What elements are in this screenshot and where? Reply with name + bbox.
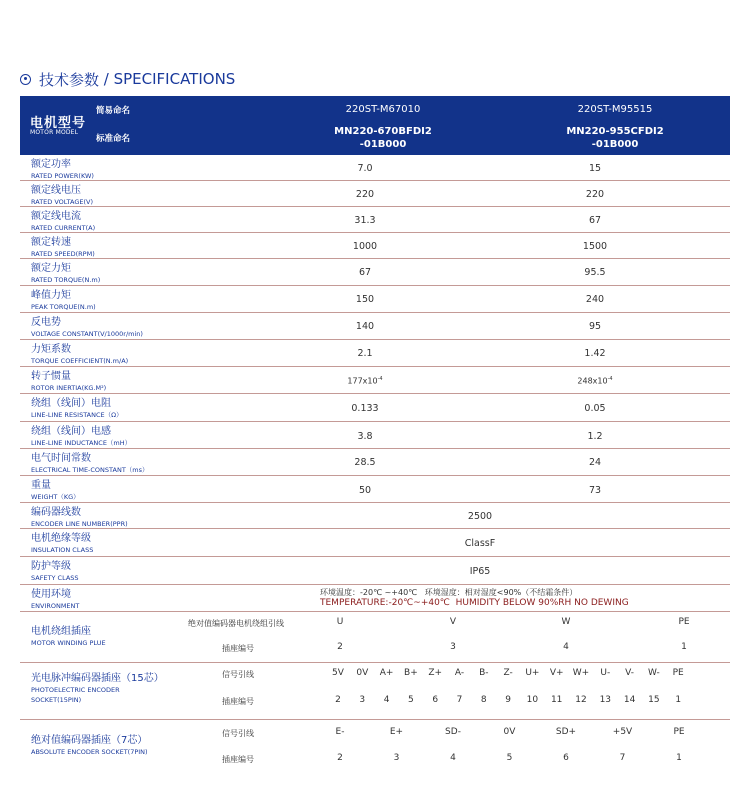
photo-pin: 13 — [599, 695, 612, 705]
row-value-shared: 2500 — [467, 511, 493, 522]
absolute-signal-label: 信号引线 — [222, 729, 254, 738]
row-value-1: 150 — [355, 294, 375, 305]
row-value-2 — [555, 376, 635, 386]
row-label-zh: 绕组（线间）电阻 — [31, 398, 111, 409]
absolute-signal: E+ — [389, 727, 404, 737]
row-label-zh: 绕组（线间）电感 — [31, 426, 111, 437]
row-value-1: 0.133 — [351, 403, 379, 414]
spec-row — [20, 181, 730, 207]
motor-model-zh: 电机型号 — [30, 116, 87, 131]
absolute-pin: 6 — [563, 753, 569, 763]
row-label-zh: 额定线电压 — [31, 185, 81, 196]
row-label-en-2: SOCKET(15PIN) — [31, 696, 82, 704]
model2-short: 220ST-M95515 — [577, 104, 653, 115]
row-label-en: LINE-LINE RESISTANCE（Ω） — [31, 411, 123, 419]
section-title — [20, 69, 235, 89]
row-label-zh: 重量 — [31, 480, 51, 491]
photo-signal: W- — [647, 668, 660, 678]
photo-pin: 5 — [408, 695, 414, 705]
row-value-1: 3.8 — [357, 431, 373, 442]
photo-signal: A+ — [379, 668, 394, 678]
photo-pin: 9 — [505, 695, 511, 705]
spec-row-shared — [20, 529, 730, 557]
row-label-en: RATED SPEED(RPM) — [31, 250, 95, 258]
model1-std-line1: MN220-670BFDI2 — [334, 126, 432, 137]
photo-pin: 1 — [675, 695, 682, 705]
photo-pin: 3 — [359, 695, 366, 705]
row-value-1: 140 — [355, 321, 375, 332]
absolute-pin: 2 — [337, 753, 343, 763]
row-label-en: VOLTAGE CONSTANT(V/1000r/min) — [31, 330, 143, 338]
photo-signal: Z- — [503, 668, 513, 678]
photo-signal: V+ — [549, 668, 564, 678]
row-label-zh: 电机绝缘等级 — [31, 533, 91, 544]
row-label-zh: 电气时间常数 — [31, 453, 91, 464]
photo-signal: B+ — [404, 668, 418, 678]
winding-signal: PE — [678, 617, 690, 627]
row-label-en: RATED VOLTAGE(V) — [31, 198, 93, 206]
row-label-zh: 防护等级 — [31, 561, 71, 572]
photo-signal: B- — [479, 668, 489, 678]
photo-signal: W+ — [572, 668, 590, 678]
model2-std-line2: -01B000 — [591, 139, 639, 150]
row-value-1: 2.1 — [357, 348, 373, 359]
row-label-en: ENCODER LINE NUMBER(PPR) — [31, 520, 128, 528]
row-label-en: SAFETY CLASS — [31, 574, 79, 582]
row-value-2-base: 248x10 — [577, 376, 608, 386]
std-name-label: 标准命名 — [96, 134, 131, 144]
row-label-zh: 反电势 — [31, 317, 61, 328]
row-label-en: ROTOR INERTIA(KG.M²) — [31, 384, 107, 392]
row-value-1-exp: -4 — [377, 376, 383, 382]
absolute-signal: SD- — [445, 727, 461, 737]
row-label-en: WEIGHT（KG） — [31, 493, 80, 501]
absolute-encoder-row — [20, 720, 730, 772]
winding-row — [20, 612, 730, 663]
winding-pin: 3 — [450, 642, 456, 652]
spec-row — [20, 155, 730, 181]
absolute-pin-label: 插座编号 — [222, 755, 254, 764]
row-value-1-base: 177x10 — [347, 376, 378, 386]
photo-pin: 4 — [383, 695, 390, 705]
absolute-pin: 1 — [676, 753, 682, 763]
model1-short: 220ST-M67010 — [345, 104, 421, 115]
winding-signal: U — [336, 617, 344, 627]
row-label-en: ELECTRICAL TIME-CONSTANT（ms） — [31, 466, 149, 474]
row-value-1 — [325, 376, 405, 386]
row-value-1: 7.0 — [357, 163, 373, 174]
row-label-en: RATED TORQUE(N.m) — [31, 276, 101, 284]
row-value-2: 220 — [585, 189, 605, 200]
photo-pin: 8 — [480, 695, 487, 705]
spec-row — [20, 313, 730, 340]
winding-pin: 2 — [337, 642, 343, 652]
absolute-signal: +5V — [612, 727, 633, 737]
photo-encoder-row — [20, 663, 730, 720]
row-label-zh: 电机绕组插座 — [31, 626, 91, 637]
row-label-en: LINE-LINE INDUCTANCE（mH） — [31, 439, 132, 447]
winding-signal-label: 绝对值编码器电机绕组引线 — [188, 619, 284, 628]
spec-row-shared — [20, 503, 730, 529]
spec-row — [20, 286, 730, 313]
row-value-2: 240 — [585, 294, 605, 305]
row-label-zh: 峰值力矩 — [31, 290, 71, 301]
row-value-2: 95 — [588, 321, 602, 332]
row-label-zh: 使用环境 — [31, 589, 71, 600]
row-value-1: 67 — [358, 267, 372, 278]
photo-pin-label: 插座编号 — [222, 697, 254, 706]
row-value-2: 1.2 — [587, 431, 603, 442]
section-title-zh: 技术参数 — [39, 70, 100, 89]
photo-pin: 14 — [623, 695, 636, 705]
photo-signal: PE — [672, 668, 684, 678]
row-value-2: 73 — [588, 485, 602, 496]
row-label-en: PEAK TORQUE(N.m) — [31, 303, 96, 311]
photo-signal: U+ — [525, 668, 540, 678]
spec-row — [20, 233, 730, 259]
spec-row — [20, 449, 730, 476]
row-value-2: 15 — [588, 163, 602, 174]
absolute-pin: 7 — [619, 753, 626, 763]
row-value-2: 24 — [588, 457, 602, 468]
spec-table-header — [20, 96, 730, 155]
absolute-signal: 0V — [503, 727, 516, 737]
spec-row — [20, 207, 730, 233]
absolute-pin: 4 — [450, 753, 456, 763]
photo-pin: 12 — [575, 695, 587, 705]
winding-signal: W — [561, 617, 571, 627]
absolute-pin: 5 — [506, 753, 513, 763]
row-value-1: 1000 — [352, 241, 378, 252]
section-title-sep: / — [99, 70, 114, 88]
environment-line-en: TEMPERATURE:-20℃~+40℃ HUMIDITY BELOW 90%RH NO DEWING — [320, 598, 629, 608]
environment-line-zh: 环境温度：-20℃ ~+40℃ 环境湿度：相对湿度<90%（不结霜条件） — [320, 588, 578, 597]
row-value-shared: IP65 — [469, 566, 491, 577]
row-label-zh: 额定线电流 — [31, 211, 81, 222]
row-label-en-1: PHOTOELECTRIC ENCODER — [31, 686, 120, 694]
row-label-en: MOTOR WINDING PLUE — [31, 639, 106, 647]
row-value-1: 28.5 — [354, 457, 376, 468]
winding-signal: V — [449, 617, 457, 627]
model1-std — [303, 125, 463, 151]
spec-row — [20, 367, 730, 394]
row-value-2-exp: -4 — [607, 376, 613, 382]
model1-std-line2: -01B000 — [359, 139, 407, 150]
photo-pin: 11 — [550, 695, 563, 705]
spec-row — [20, 259, 730, 286]
row-label-zh: 转子惯量 — [31, 371, 71, 382]
row-label-en: INSULATION CLASS — [31, 546, 94, 554]
photo-signal: U- — [600, 668, 611, 678]
motor-model-cell — [20, 96, 98, 155]
row-value-1: 50 — [358, 485, 372, 496]
spec-row-shared — [20, 557, 730, 585]
photo-signal: Z+ — [428, 668, 443, 678]
row-label-zh: 额定力矩 — [31, 263, 71, 274]
photo-signal: V- — [625, 668, 635, 678]
absolute-pin: 3 — [393, 753, 400, 763]
row-label-zh: 力矩系数 — [31, 344, 71, 355]
photo-signal: A- — [454, 668, 465, 678]
row-label-zh: 额定功率 — [31, 159, 71, 170]
photo-pin: 10 — [526, 695, 539, 705]
spec-row — [20, 394, 730, 422]
row-label-zh: 编码器线数 — [31, 507, 81, 518]
row-value-2: 1.42 — [584, 348, 606, 359]
photo-pin: 6 — [432, 695, 439, 705]
row-label-en: TORQUE COEFFICIENT(N.m/A) — [31, 357, 129, 365]
absolute-signal: PE — [673, 727, 685, 737]
spec-row — [20, 476, 730, 503]
row-label-zh: 光电脉冲编码器插座（15芯） — [31, 673, 164, 684]
row-label-en: RATED CURRENT(A) — [31, 224, 96, 232]
winding-pin: 1 — [681, 642, 687, 652]
absolute-signal: E- — [335, 727, 345, 737]
environment-value — [320, 588, 629, 608]
photo-pin: 2 — [335, 695, 341, 705]
short-name-label: 简易命名 — [96, 106, 131, 116]
row-value-2: 95.5 — [584, 267, 606, 278]
row-value-1: 31.3 — [354, 215, 376, 226]
row-label-en: RATED POWER(KW) — [31, 172, 94, 180]
photo-signal-label: 信号引线 — [222, 670, 254, 679]
model2-std — [535, 125, 695, 151]
row-label-zh: 绝对值编码器插座（7芯） — [31, 735, 148, 746]
spec-rows — [20, 155, 730, 772]
absolute-signal: SD+ — [555, 727, 577, 737]
photo-pin: 15 — [648, 695, 660, 705]
row-value-shared: ClassF — [464, 538, 496, 549]
row-value-2: 1500 — [582, 241, 608, 252]
row-value-1: 220 — [355, 189, 375, 200]
environment-row — [20, 585, 730, 612]
photo-signal: 0V — [356, 668, 369, 678]
target-icon — [20, 74, 31, 85]
row-label-en: ABSOLUTE ENCODER SOCKET(7PIN) — [31, 748, 148, 756]
spec-row — [20, 340, 730, 367]
model2-std-line1: MN220-955CFDI2 — [566, 126, 664, 137]
motor-model-en: MOTOR MODEL — [30, 129, 79, 136]
row-label-en: ENVIRONMENT — [31, 602, 80, 610]
winding-pin-label: 插座编号 — [222, 644, 254, 653]
row-label-zh: 额定转速 — [31, 237, 71, 248]
winding-pin: 4 — [563, 642, 569, 652]
spec-row — [20, 422, 730, 449]
photo-signal: 5V — [332, 668, 344, 678]
row-value-2: 0.05 — [584, 403, 606, 414]
row-value-2: 67 — [588, 215, 602, 226]
section-title-en: SPECIFICATIONS — [113, 70, 236, 88]
photo-pin: 7 — [456, 695, 463, 705]
